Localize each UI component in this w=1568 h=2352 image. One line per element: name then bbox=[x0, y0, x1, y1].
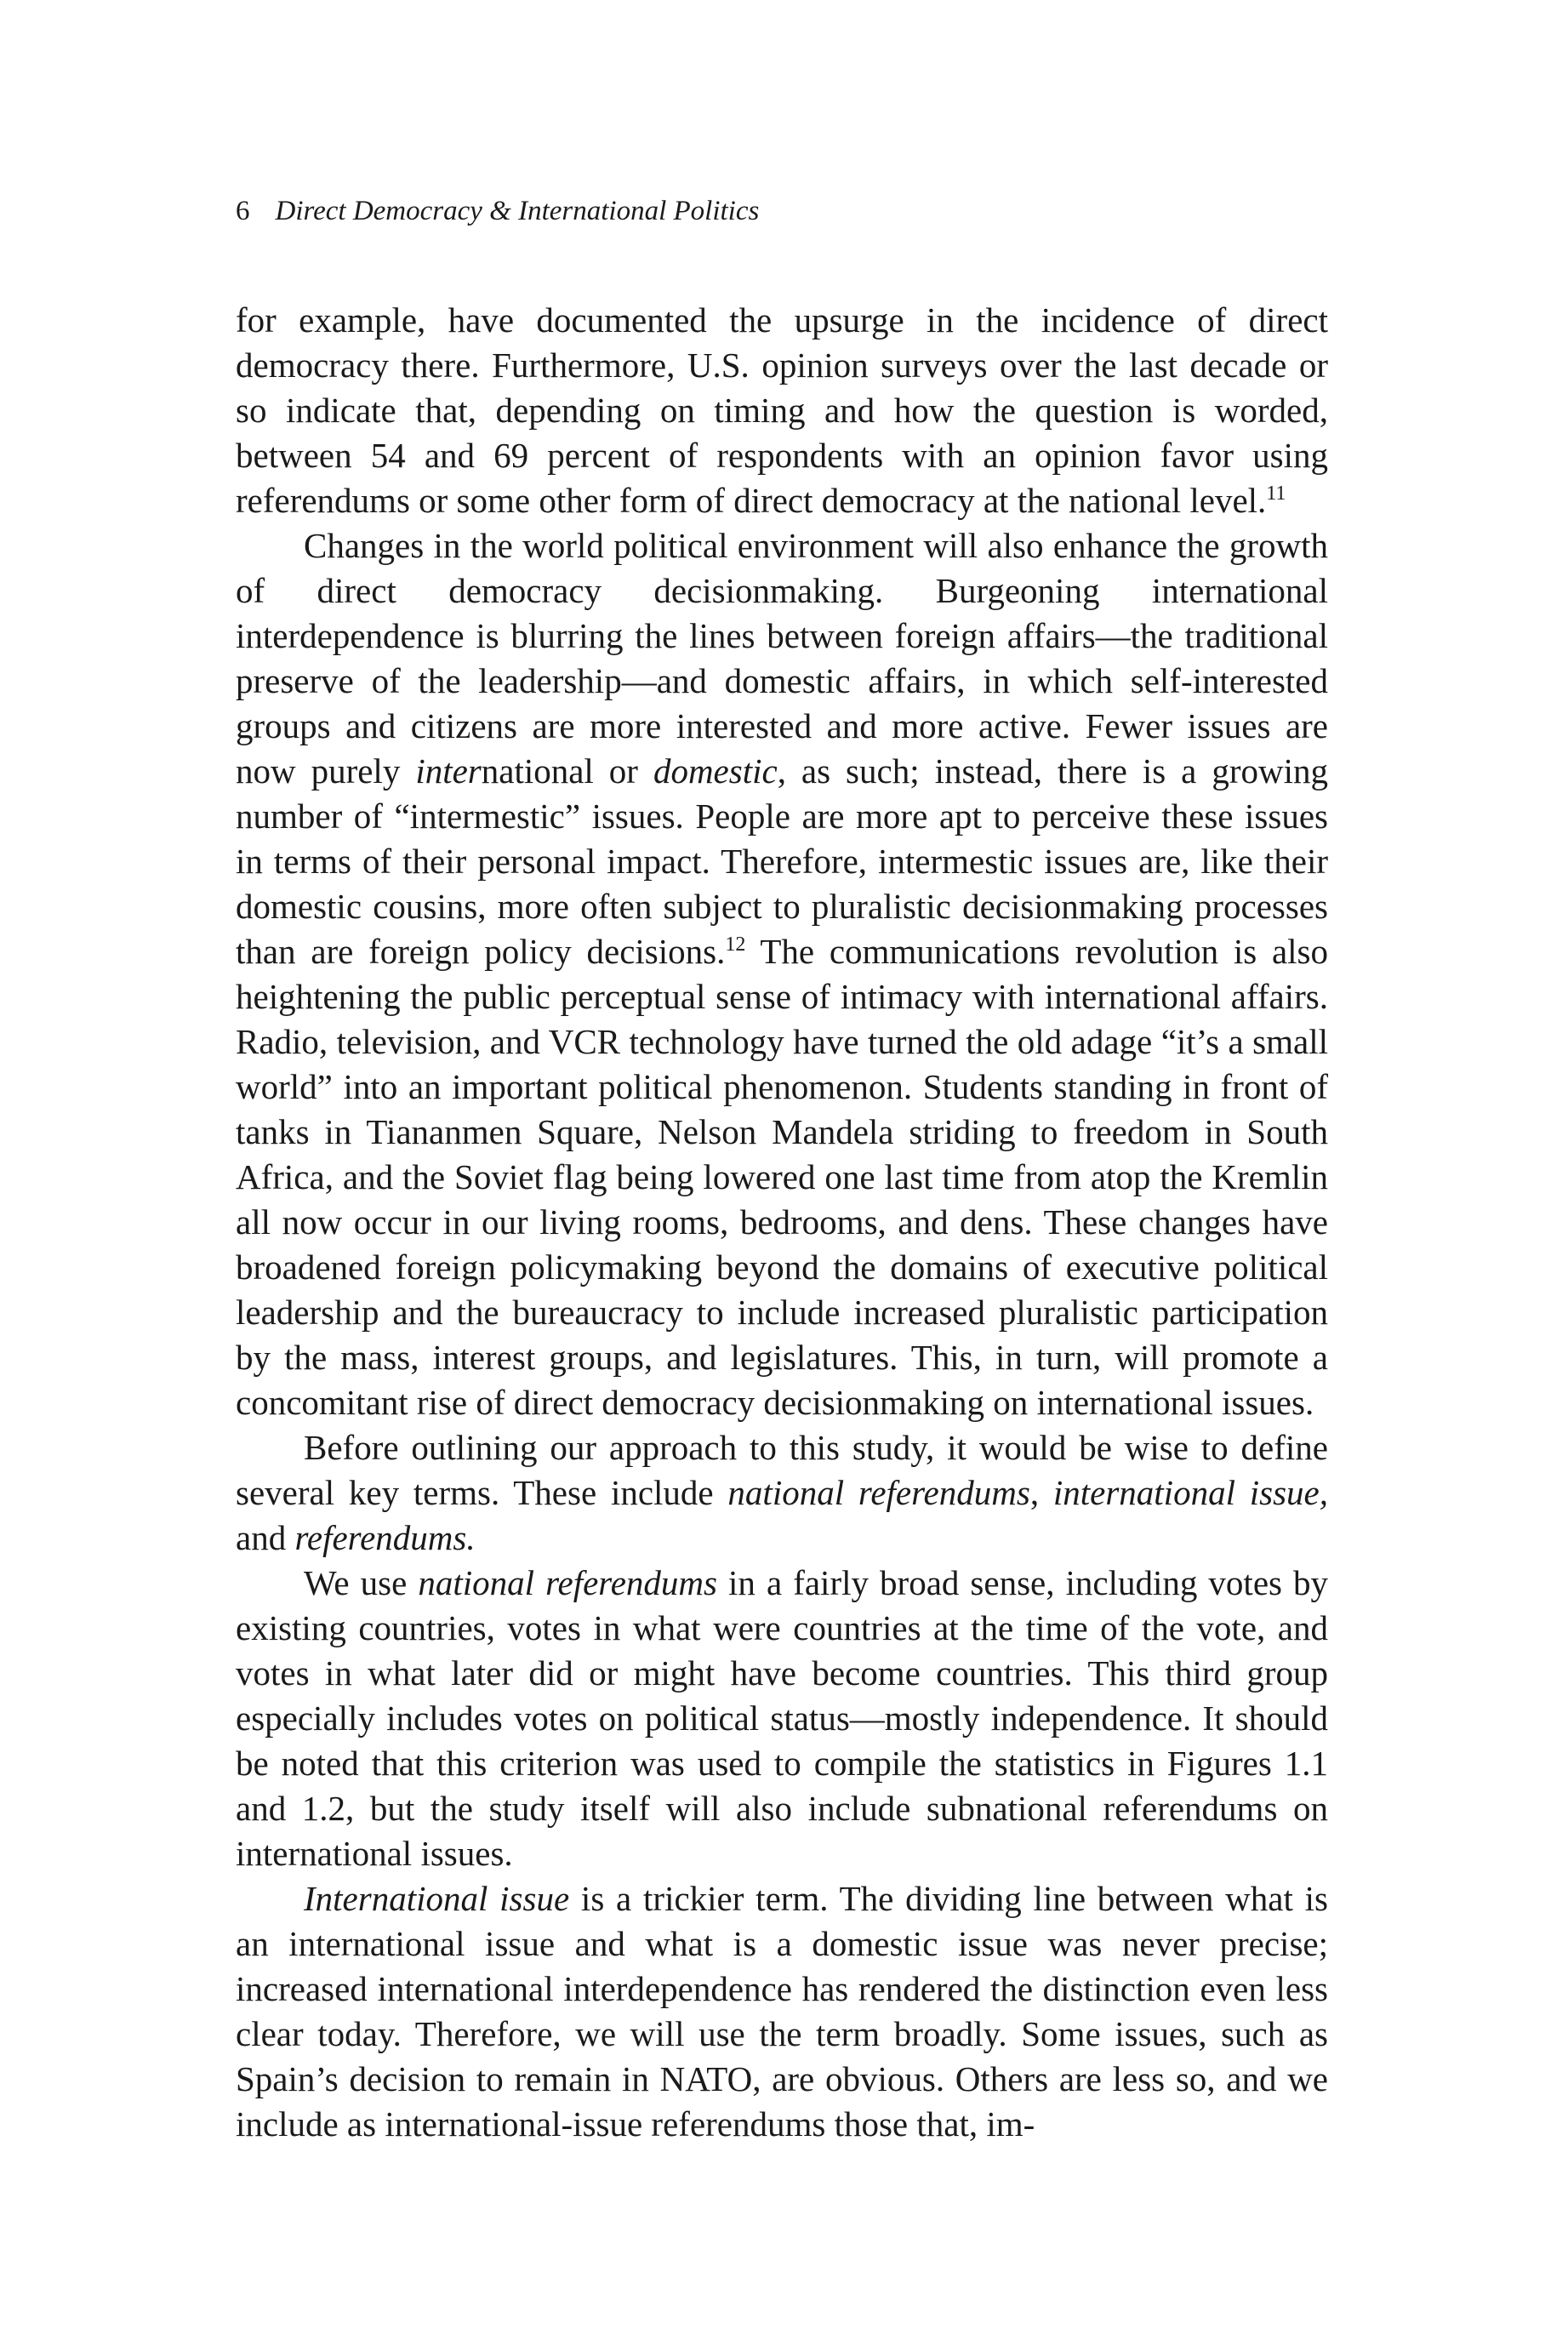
body-text bbox=[236, 298, 1328, 2147]
paragraph-1: for example, have documented the upsurge in the incidence of direct democracy there. Furthermore, U.S. opinion surveys over the last decade or so indicate that, depending on timing and how the question is worded, between 54 and 69 percent of respondents with an opinion favor using referendums or some other form of direct democracy at the national level.$^{11}$ bbox=[236, 300, 1328, 520]
paragraph-2: Changes in the world political environment will also enhance the growth of direct democracy decisionmaking. Burgeoning international interdependence is blurring the lines between foreign affairs—the traditional preserve of the leadership—and domestic affairs, in which self-interested groups and citizens are more interested and more active. Fewer issues are now purely international or domestic, as such; instead, there is a growing number of “intermestic” issues. People are more apt to perceive these issues in terms of their personal impact. Therefore, intermestic issues are, like their domestic cousins, more often subject to pluralistic decisionmaking processes than are foreign policy decisions.$^{12}$ The communications revolution is also heightening the public perceptual sense of intimacy with international affairs. Radio, television, and VCR technology have turned the old adage “it’s a small world” into an important political phenomenon. Students standing in front of tanks in Tiananmen Square, Nelson Mandela striding to freedom in South Africa, and the Soviet flag being lowered one last time from atop the Kremlin all now occur in our living rooms, bedrooms, and dens. These changes have broadened foreign policymaking beyond the domains of executive political leadership and the bureaucracy to include increased pluralistic participation by the mass, interest groups, and legislatures. This, in turn, will promote a concomitant rise of direct democracy decisionmaking on international issues. bbox=[236, 526, 1328, 1422]
running-head bbox=[236, 194, 759, 228]
paragraph-3: Before outlining our approach to this study, it would be wise to define several key terms. These include national referendums, international issue, and referendums. bbox=[236, 1428, 1329, 1557]
footnote-ref-11: 11 bbox=[1266, 482, 1286, 505]
paragraph-4: We use national referendums in a fairly broad sense, including votes by existing countries, votes in what were countries at the time of the vote, and votes in what later did or might have become countries. This third group especially includes votes on political status—mostly independence. It should be noted that this criterion was used to compile the statistics in Figures 1.1 and 1.2, but the study itself will also include subnational referendums on international issues. bbox=[236, 1563, 1329, 1873]
page-number: 6 bbox=[236, 196, 250, 226]
footnote-ref-12: 12 bbox=[725, 933, 746, 956]
running-title: Direct Democracy & International Politics bbox=[275, 196, 760, 226]
paragraph-5: International issue is a trickier term. The dividing line between what is an international issue and what is a domestic issue was never precise; increased international interdependence has rendered the distinction even less clear today. Therefore, we will use the term broadly. Some issues, such as Spain’s decision to remain in NATO, are obvious. Others are less so, and we include as international-issue referendums those that, im- bbox=[236, 1879, 1328, 2144]
